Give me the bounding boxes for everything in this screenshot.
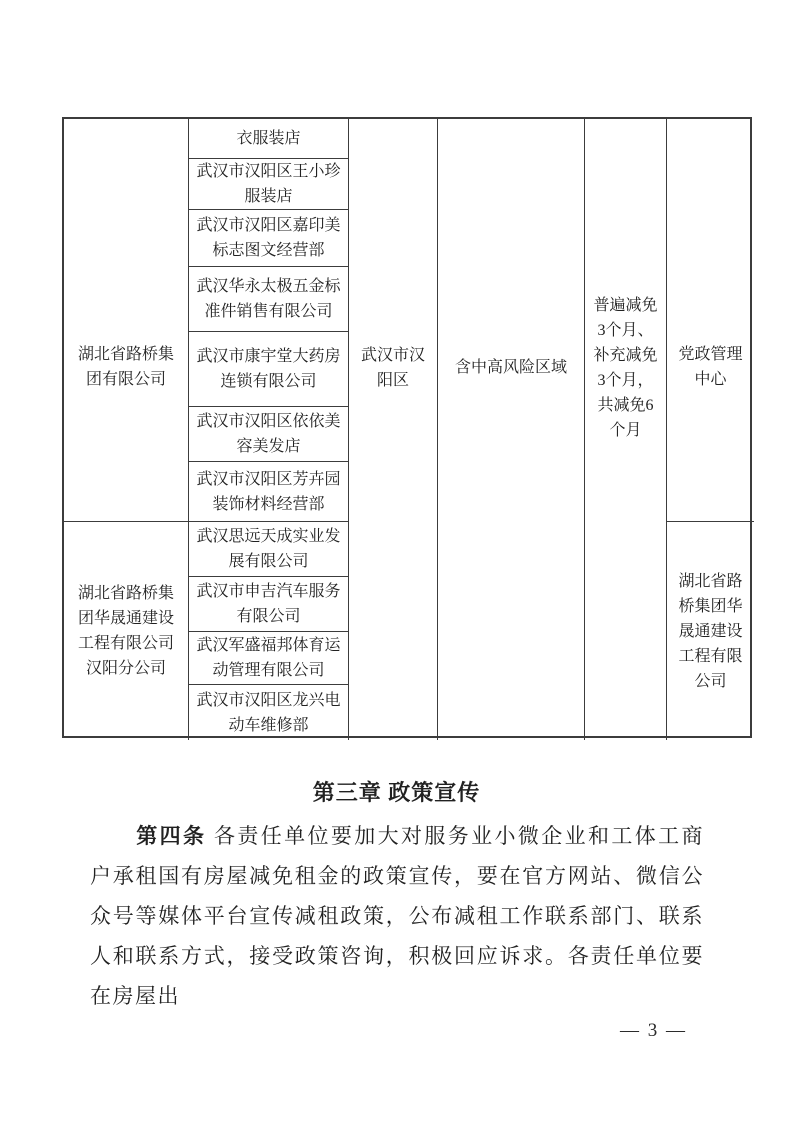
dept-name: 湖北省路桥集团华晟通建设工程有限公司 bbox=[678, 572, 743, 690]
risk-area-cell bbox=[438, 119, 585, 740]
article-number-label: 第四条 bbox=[136, 824, 207, 848]
tenant-name: 武汉市汉阳区龙兴电动车维修部 bbox=[196, 691, 341, 734]
reduction-policy-text: 普遍减免3个月、补充减免3个月，共减免6个月 bbox=[593, 296, 658, 439]
article-text: 各责任单位要加大对服务业小微企业和工体工商户承租国有房屋减免租金的政策宣传，要在官方网站、微信公众号等媒体平台宣传减租政策，公布减租工作联系部门、联系人和联系方式，接受政策咨询，积极回应诉求。各责任单位要在房屋出 bbox=[90, 824, 705, 1008]
dept-cell-group1 bbox=[667, 119, 754, 522]
tenant-cell bbox=[189, 462, 349, 522]
tenant-cell bbox=[189, 685, 349, 740]
tenant-name: 武汉市汉阳区王小珍服装店 bbox=[196, 163, 341, 205]
tenant-name: 武汉市汉阳区依依美容美发店 bbox=[196, 413, 341, 455]
risk-area-text: 含中高风险区域 bbox=[454, 359, 567, 376]
tenant-cell bbox=[189, 332, 349, 407]
tenant-name: 武汉军盛福邦体育运动管理有限公司 bbox=[196, 637, 341, 679]
tenant-cell bbox=[189, 119, 349, 159]
section-heading: 第三章 政策宣传 bbox=[312, 780, 481, 805]
tenant-cell bbox=[189, 577, 349, 632]
owner-name: 湖北省路桥集团有限公司 bbox=[77, 346, 174, 388]
district-name: 武汉市汉阳区 bbox=[360, 346, 425, 389]
tenant-name: 武汉市申吉汽车服务有限公司 bbox=[196, 583, 341, 625]
tenant-name: 武汉华永太极五金标准件销售有限公司 bbox=[196, 278, 341, 320]
tenant-name: 武汉市汉阳区芳卉园装饰材料经营部 bbox=[196, 470, 341, 513]
tenant-name: 衣服装店 bbox=[236, 130, 301, 147]
tenant-name: 武汉市汉阳区嘉印美标志图文经营部 bbox=[196, 217, 341, 259]
tenant-name: 武汉思远天成实业发展有限公司 bbox=[196, 528, 341, 570]
tenant-cell bbox=[189, 159, 349, 210]
owner-cell-group1 bbox=[64, 119, 189, 522]
rent-reduction-table bbox=[62, 117, 752, 738]
dept-cell-group2 bbox=[667, 522, 754, 740]
dept-name: 党政管理中心 bbox=[678, 346, 743, 388]
tenant-cell bbox=[189, 210, 349, 267]
tenant-cell bbox=[189, 522, 349, 577]
reduction-policy-cell bbox=[585, 119, 667, 740]
district-cell bbox=[349, 119, 438, 740]
tenant-cell bbox=[189, 632, 349, 685]
tenant-name: 武汉市康宇堂大药房连锁有限公司 bbox=[196, 348, 341, 390]
owner-cell-group2 bbox=[64, 522, 189, 740]
owner-name: 湖北省路桥集团华晟通建设工程有限公司汉阳分公司 bbox=[77, 585, 174, 677]
page-number: — 3 — bbox=[620, 1020, 687, 1041]
article-paragraph bbox=[90, 816, 704, 1016]
tenant-cell bbox=[189, 407, 349, 462]
tenant-cell bbox=[189, 267, 349, 332]
